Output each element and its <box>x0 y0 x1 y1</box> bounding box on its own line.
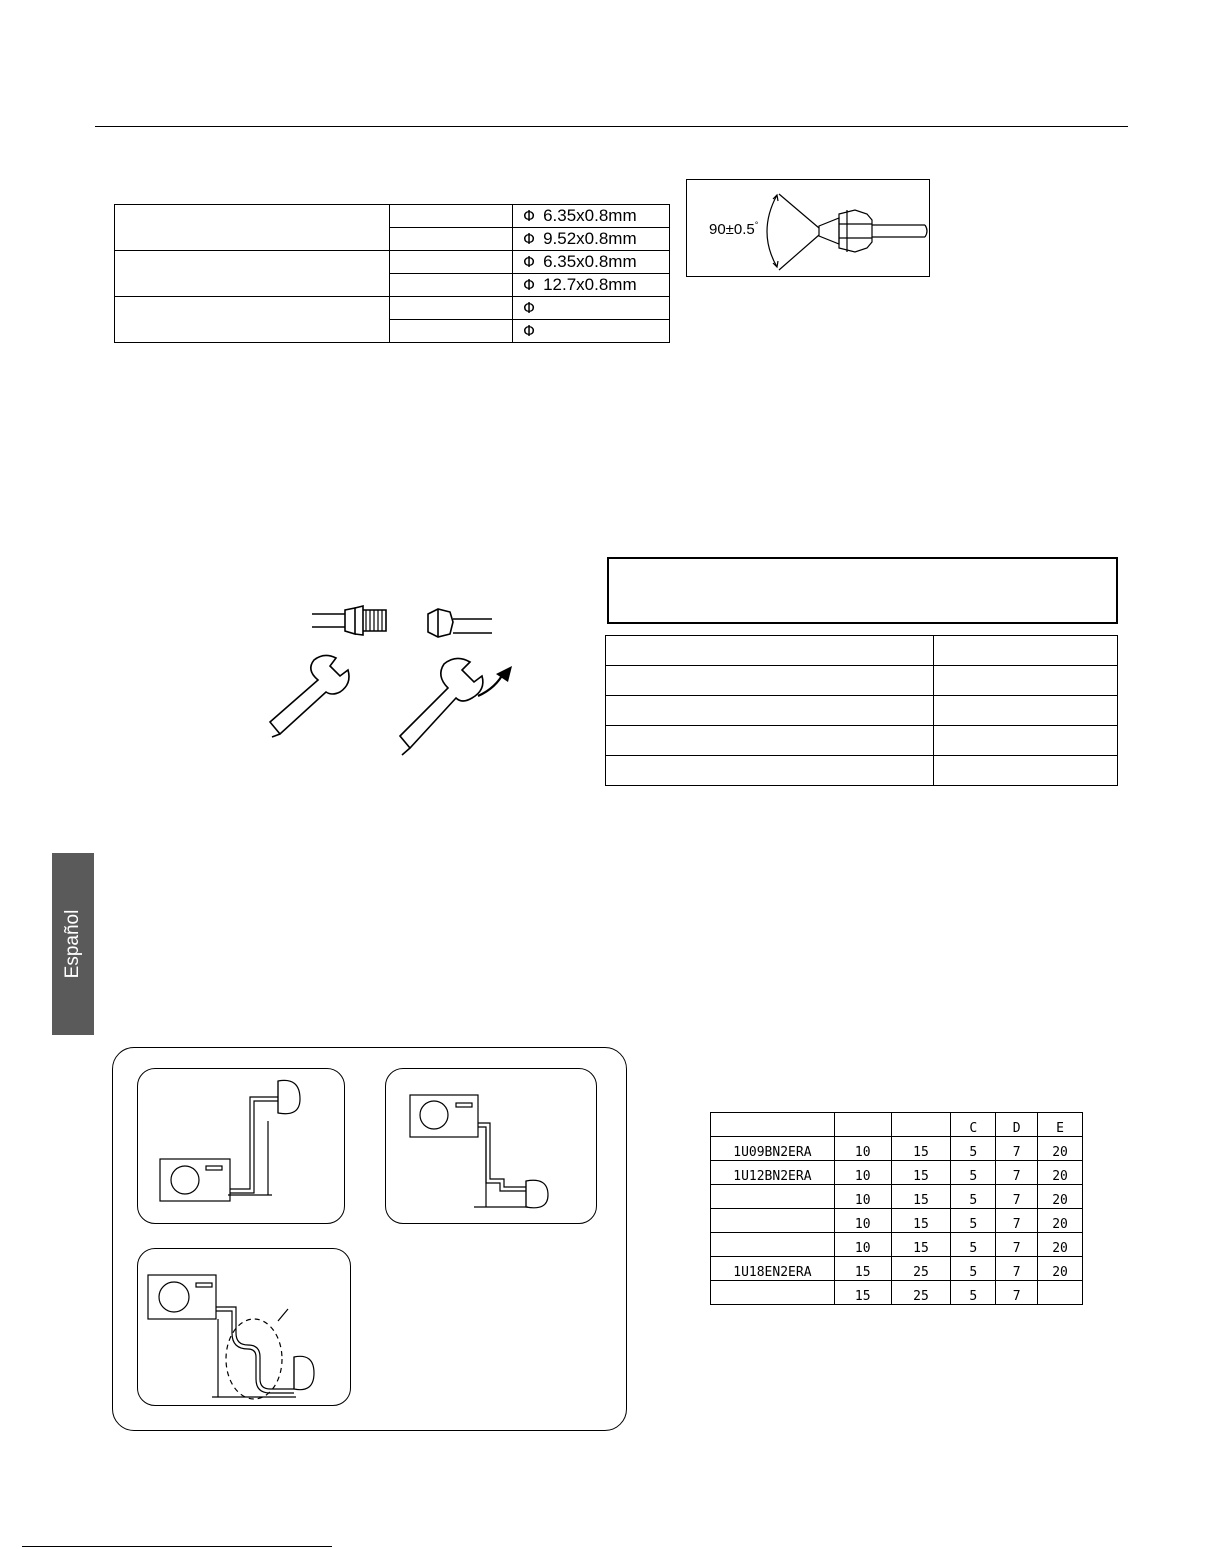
phi-icon: Φ <box>523 207 535 225</box>
pipe-model-cell <box>115 297 390 343</box>
torque-table <box>605 635 1118 786</box>
phi-icon: Φ <box>523 230 535 248</box>
pipe-spec-cell <box>513 297 670 320</box>
flare-angle-label: 90±0.5° <box>709 220 759 238</box>
table-row <box>115 251 670 274</box>
pipe-model-cell <box>115 205 390 251</box>
pipe-spec-table <box>114 204 670 343</box>
language-tab[interactable] <box>52 853 94 1035</box>
unit-layout-icon <box>138 1069 346 1225</box>
phi-icon: Φ <box>523 299 535 317</box>
unit-layout-icon <box>138 1249 352 1407</box>
table-row <box>115 297 670 320</box>
phi-icon: Φ <box>523 322 535 340</box>
indoor-below-diagram <box>385 1068 597 1224</box>
phi-icon: Φ <box>523 276 535 294</box>
pipe-model-cell <box>115 251 390 297</box>
table-row <box>606 636 1118 666</box>
table-row: 1U09BN2ERA 10 15 5 7 20 <box>711 1137 1083 1161</box>
installation-diagram-panel <box>112 1047 627 1431</box>
table-row <box>115 205 670 228</box>
table-row: 10 15 5 7 20 <box>711 1233 1083 1257</box>
table-row: 1U18EN2ERA 15 25 5 7 20 <box>711 1257 1083 1281</box>
pipe-type-cell <box>390 297 513 320</box>
pipe-type-cell <box>390 274 513 297</box>
oil-trap-diagram <box>137 1248 351 1406</box>
pipe-type-cell <box>390 228 513 251</box>
header-rule <box>95 126 1128 127</box>
pipe-spec-cell <box>513 320 670 343</box>
phi-icon: Φ <box>523 253 535 271</box>
table-row <box>606 756 1118 786</box>
table-row: 15 25 5 7 <box>711 1281 1083 1305</box>
table-row: 10 15 5 7 20 <box>711 1209 1083 1233</box>
unit-layout-icon <box>386 1069 598 1225</box>
flare-nut-icon <box>687 180 931 278</box>
pipe-type-cell <box>390 205 513 228</box>
table-row <box>606 696 1118 726</box>
indoor-above-diagram <box>137 1068 345 1224</box>
table-header-row: C D E <box>711 1113 1083 1137</box>
pipe-spec-cell: Φ 12.7x0.8mm <box>513 274 670 297</box>
language-tab-label: Español <box>62 909 83 979</box>
pipe-type-cell <box>390 251 513 274</box>
pipe-type-cell <box>390 320 513 343</box>
table-row <box>606 726 1118 756</box>
flare-angle-diagram <box>686 179 930 277</box>
wrench-tightening-illustration <box>260 600 540 765</box>
table-row <box>606 666 1118 696</box>
torque-header-box <box>607 557 1118 624</box>
pipe-spec-cell: Φ 9.52x0.8mm <box>513 228 670 251</box>
pipe-length-table <box>710 1112 1083 1305</box>
pipe-spec-cell: Φ 6.35x0.8mm <box>513 251 670 274</box>
table-row: 1U12BN2ERA 10 15 5 7 20 <box>711 1161 1083 1185</box>
footer-rule <box>22 1546 332 1547</box>
pipe-spec-cell: Φ 6.35x0.8mm <box>513 205 670 228</box>
table-row: 10 15 5 7 20 <box>711 1185 1083 1209</box>
